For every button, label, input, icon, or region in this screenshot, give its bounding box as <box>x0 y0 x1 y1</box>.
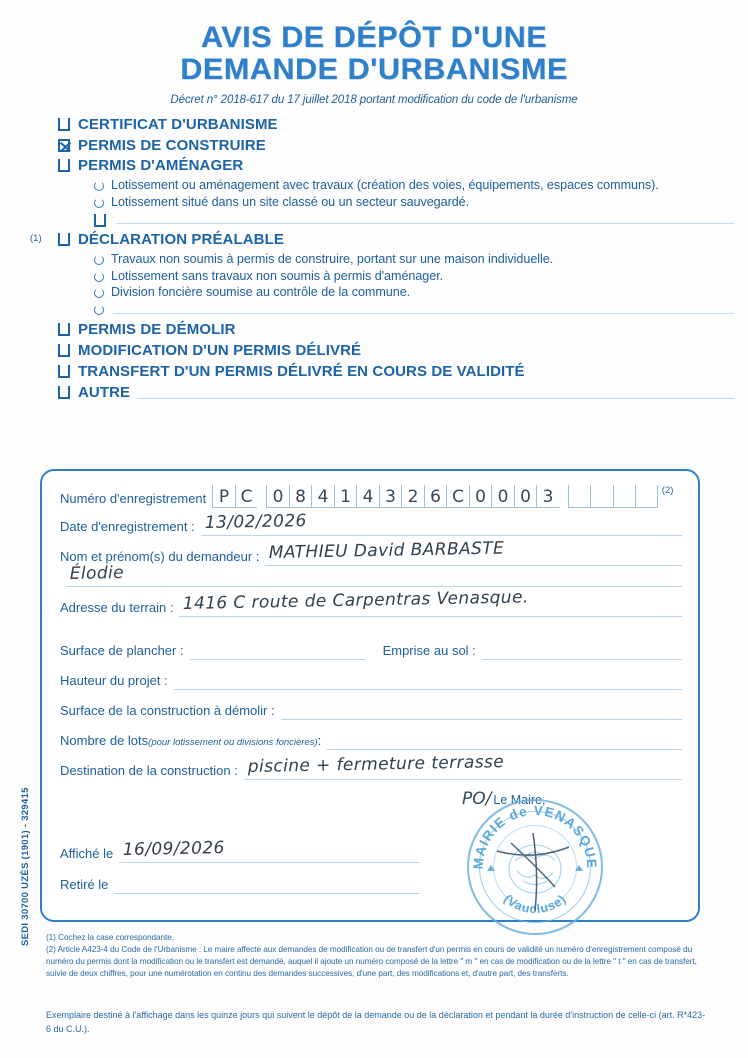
reg-cell[interactable] <box>235 485 258 508</box>
reg-cell[interactable] <box>379 485 402 508</box>
project-height-label: Hauteur du projet : <box>60 672 168 688</box>
reg-cell[interactable] <box>536 485 559 508</box>
sublist-item[interactable] <box>94 268 734 285</box>
reg-cell[interactable] <box>212 485 235 508</box>
reg-cell-char: 3 <box>385 487 396 507</box>
checklist-label: MODIFICATION D'UN PERMIS DÉLIVRÉ <box>78 342 362 360</box>
printer-reference-text: SEDI 30700 UZÈS (1901) - 329415 <box>20 787 31 946</box>
removed-date-label: Retiré le <box>60 876 109 892</box>
reg-cell-empty[interactable] <box>635 485 658 508</box>
reg-cell[interactable] <box>311 485 334 508</box>
checklist-item-transfert[interactable] <box>58 362 734 382</box>
registration-date-row <box>60 511 682 536</box>
reg-cell[interactable] <box>424 485 447 508</box>
applicant-name-label: Nom et prénom(s) du demandeur : <box>60 548 260 564</box>
checkbox-other-amenager[interactable] <box>94 214 106 227</box>
page-title-line2: DEMANDE D'URBANISME <box>180 53 568 87</box>
construction-purpose-label: Destination de la construction : <box>60 762 238 778</box>
registration-date-label: Date d'enregistrement : <box>60 518 195 534</box>
reg-cell-empty[interactable] <box>590 485 613 508</box>
checkbox-permis-de-construire[interactable] <box>58 139 70 152</box>
lot-count-label-italic: (pour lotissement ou divisions foncières) <box>148 736 318 748</box>
stamp-star-right <box>575 865 583 871</box>
ground-footprint-field[interactable] <box>482 639 682 660</box>
registration-form-box <box>40 469 700 922</box>
floor-area-field[interactable] <box>190 639 365 660</box>
write-in-line[interactable] <box>113 301 734 314</box>
checklist-label: PERMIS DE DÉMOLIR <box>78 321 236 339</box>
reg-cell[interactable] <box>334 485 357 508</box>
circle-bullet-icon[interactable] <box>94 255 104 265</box>
reg-cell-char: 4 <box>317 487 329 507</box>
reg-cell-char: 6 <box>430 487 441 507</box>
circle-bullet-icon[interactable] <box>94 181 104 191</box>
sublist-item[interactable] <box>94 177 734 194</box>
ground-footprint-label: Emprise au sol : <box>382 642 476 658</box>
sublist-item[interactable] <box>94 194 734 211</box>
posted-date-field[interactable] <box>119 838 420 863</box>
footnotes-section <box>46 932 710 980</box>
applicant-name-row <box>60 538 682 566</box>
reg-cell-char: 1 <box>340 487 351 507</box>
footnote-marker-1: (1) <box>30 232 42 244</box>
sublist-label: Lotissement ou aménagement avec travaux (création des voies, équipements, espaces communs). <box>111 178 659 193</box>
checklist-label: CERTIFICAT D'URBANISME <box>78 115 278 133</box>
checklist-item-permis-demolir[interactable] <box>58 320 734 340</box>
applicant-name-row-2 <box>60 562 682 587</box>
stamp-bottom-text: (Vaucluse) <box>501 891 569 917</box>
checkbox-permis-amenager[interactable] <box>58 159 70 172</box>
spacer <box>60 617 682 639</box>
reg-cell[interactable] <box>446 485 469 508</box>
applicant-name-field[interactable] <box>265 538 682 566</box>
sublist-label: Division foncière soumise au contrôle de la commune. <box>111 285 411 300</box>
sublist-item[interactable] <box>94 251 734 268</box>
reg-cell[interactable] <box>491 485 514 508</box>
svg-text:MAIRIE de VENASQUE <box>471 803 599 870</box>
registration-date-field[interactable] <box>201 511 682 536</box>
floor-area-label: Surface de plancher : <box>60 642 184 658</box>
construction-purpose-value: piscine + fermeture terrasse <box>247 752 505 777</box>
reg-cell-char: C <box>240 487 253 507</box>
construction-purpose-row <box>60 752 682 780</box>
reg-cell-empty[interactable] <box>613 485 636 508</box>
page-title-line1: AVIS DE DÉPÔT D'UNE <box>200 21 548 54</box>
sublist-label: Lotissement situé dans un site classé ou un secteur sauvegardé. <box>111 195 470 210</box>
circle-bullet-icon[interactable] <box>94 305 104 315</box>
stamp-star-left <box>487 865 495 871</box>
autre-write-in-line[interactable] <box>137 385 734 399</box>
lot-count-row <box>60 729 682 750</box>
reg-cell-char: 4 <box>362 487 374 507</box>
checklist-label: PERMIS DE CONSTRUIRE <box>78 136 266 154</box>
lot-count-label <box>60 734 321 750</box>
reg-cell[interactable] <box>469 485 492 508</box>
checklist-item-autre[interactable] <box>58 383 734 403</box>
posting-dates-section <box>60 838 420 894</box>
checklist-label: DÉCLARATION PRÉALABLE <box>78 230 284 248</box>
reg-gap <box>257 485 266 508</box>
checklist-item-certificat[interactable] <box>58 115 734 135</box>
registration-number-row <box>60 485 682 508</box>
sublist-label: Travaux non soumis à permis de construire, portant sur une maison individuelle. <box>111 251 554 266</box>
land-address-row <box>60 587 682 617</box>
circle-bullet-icon[interactable] <box>94 272 104 282</box>
checkbox-certificat-urbanisme[interactable] <box>58 118 70 131</box>
lot-count-label-suffix: : <box>317 732 322 748</box>
checklist-item-declaration-prealable[interactable] <box>30 230 734 250</box>
posted-date-row <box>60 838 420 863</box>
checklist-item-permis-amenager[interactable] <box>58 156 734 176</box>
lot-count-field[interactable] <box>327 729 682 750</box>
mayor-po-prefix: PO/ <box>462 789 492 809</box>
reg-cell-char: 2 <box>407 487 419 507</box>
applicant-name-value: MATHIEU David BARBASTE <box>269 538 505 563</box>
reg-cell-char: 3 <box>542 487 554 507</box>
sublist-amenager <box>58 177 734 228</box>
reg-cell-char: C <box>452 487 464 507</box>
registration-number-label: Numéro d'enregistrement <box>60 490 207 506</box>
applicant-name-value-2: Élodie <box>69 562 125 584</box>
reg-cell-char: P <box>218 487 230 507</box>
write-in-line[interactable] <box>116 211 734 224</box>
stamp-text-icon <box>467 799 603 935</box>
removed-date-field[interactable] <box>114 873 420 894</box>
demolition-area-label: Surface de la construction à démolir : <box>60 702 275 718</box>
circle-bullet-icon[interactable] <box>94 198 104 208</box>
sublist-declaration <box>58 251 734 319</box>
posted-date-value: 16/09/2026 <box>122 838 226 860</box>
decree-subtitle: Décret n° 2018-617 du 17 juillet 2018 portant modification du code de l'urbanisme <box>170 93 578 106</box>
checklist-label: PERMIS D'AMÉNAGER <box>78 157 244 175</box>
land-address-label: Adresse du terrain : <box>60 599 174 615</box>
reg-cell[interactable] <box>289 485 312 508</box>
land-address-field[interactable] <box>179 587 682 617</box>
land-address-value: 1416 C route de Carpentras Venasque. <box>183 587 530 614</box>
reg-gap <box>559 485 568 508</box>
document-header <box>0 0 748 106</box>
reg-cell[interactable] <box>401 485 424 508</box>
construction-purpose-field[interactable] <box>244 752 682 780</box>
footnote-2: (2) Article A423-4 du Code de l'Urbanisme : Le maire affecte aux demandes de modification ou de transfert d'un permis en cours de validité un numéro d'enregistrement composé du numéro du permis dont la modification ou le transfert est demandé, auquel il ajoute un numéro composé de la lettre " m " en cas de modification ou de la lettre " t " en cas de transfert, suivie de deux chiffres, pour une numérotation en continu des demandes successives, d'une part, des modifications et, d'autre part, des transferts. <box>46 944 697 978</box>
reg-cell-char: 0 <box>475 487 486 507</box>
demolition-area-row <box>60 699 682 720</box>
posted-date-label: Affiché le <box>60 845 114 861</box>
permit-type-checklist <box>0 115 748 403</box>
checklist-label: AUTRE <box>78 383 131 401</box>
checklist-label: TRANSFERT D'UN PERMIS DÉLIVRÉ EN COURS DE VALIDITÉ <box>78 362 525 380</box>
footnote-1: (1) Cochez la case correspondante. <box>46 933 175 942</box>
printer-reference <box>6 718 31 948</box>
official-stamp <box>467 799 603 935</box>
checkbox-transfert-permis[interactable] <box>58 365 70 378</box>
checkbox-permis-demolir[interactable] <box>58 323 70 336</box>
demolition-area-field[interactable] <box>281 699 682 720</box>
mayor-label: Le Maire, <box>493 793 546 807</box>
registration-number-boxes[interactable] <box>212 485 658 508</box>
stamp-top-text: MAIRIE de VENASQUE <box>470 802 600 870</box>
reg-cell-char: 0 <box>272 487 284 507</box>
checkbox-modification-permis[interactable] <box>58 344 70 357</box>
project-height-field[interactable] <box>174 669 682 690</box>
checklist-item-permis-construire[interactable] <box>58 136 734 156</box>
checklist-item-modification[interactable] <box>58 341 734 361</box>
final-notice: Exemplaire destiné à l'affichage dans les quinze jours qui suivent le dépôt de la demande ou de la déclaration et pendant la durée d'instruction de celle-ci (art. R*423-6 du C.U.). <box>46 1010 706 1034</box>
reg-cell-char: 8 <box>295 487 306 507</box>
sublist-label: Lotissement sans travaux non soumis à permis d'aménager. <box>111 268 444 283</box>
registration-date-value: 13/02/2026 <box>204 511 307 533</box>
surface-emprise-row <box>60 639 682 660</box>
checkbox-autre[interactable] <box>58 386 70 399</box>
sublist-item-blank[interactable] <box>94 211 734 228</box>
circle-bullet-icon[interactable] <box>94 288 104 298</box>
removed-date-row <box>60 873 420 894</box>
reg-cell-empty[interactable] <box>568 485 591 508</box>
project-height-row <box>60 669 682 690</box>
reg-cell-char: 0 <box>520 487 531 507</box>
reg-cell[interactable] <box>266 485 289 508</box>
reg-cell[interactable] <box>356 485 379 508</box>
lot-count-label-text: Nombre de lots <box>60 732 149 748</box>
reg-cell-char: 0 <box>497 487 509 507</box>
sublist-item[interactable] <box>94 284 734 301</box>
applicant-name-field-2[interactable] <box>66 562 682 587</box>
reg-cell[interactable] <box>514 485 537 508</box>
sublist-item-blank[interactable] <box>94 301 734 318</box>
footnote-marker-2: (2) <box>661 485 674 496</box>
checkbox-declaration-prealable[interactable] <box>58 233 70 246</box>
